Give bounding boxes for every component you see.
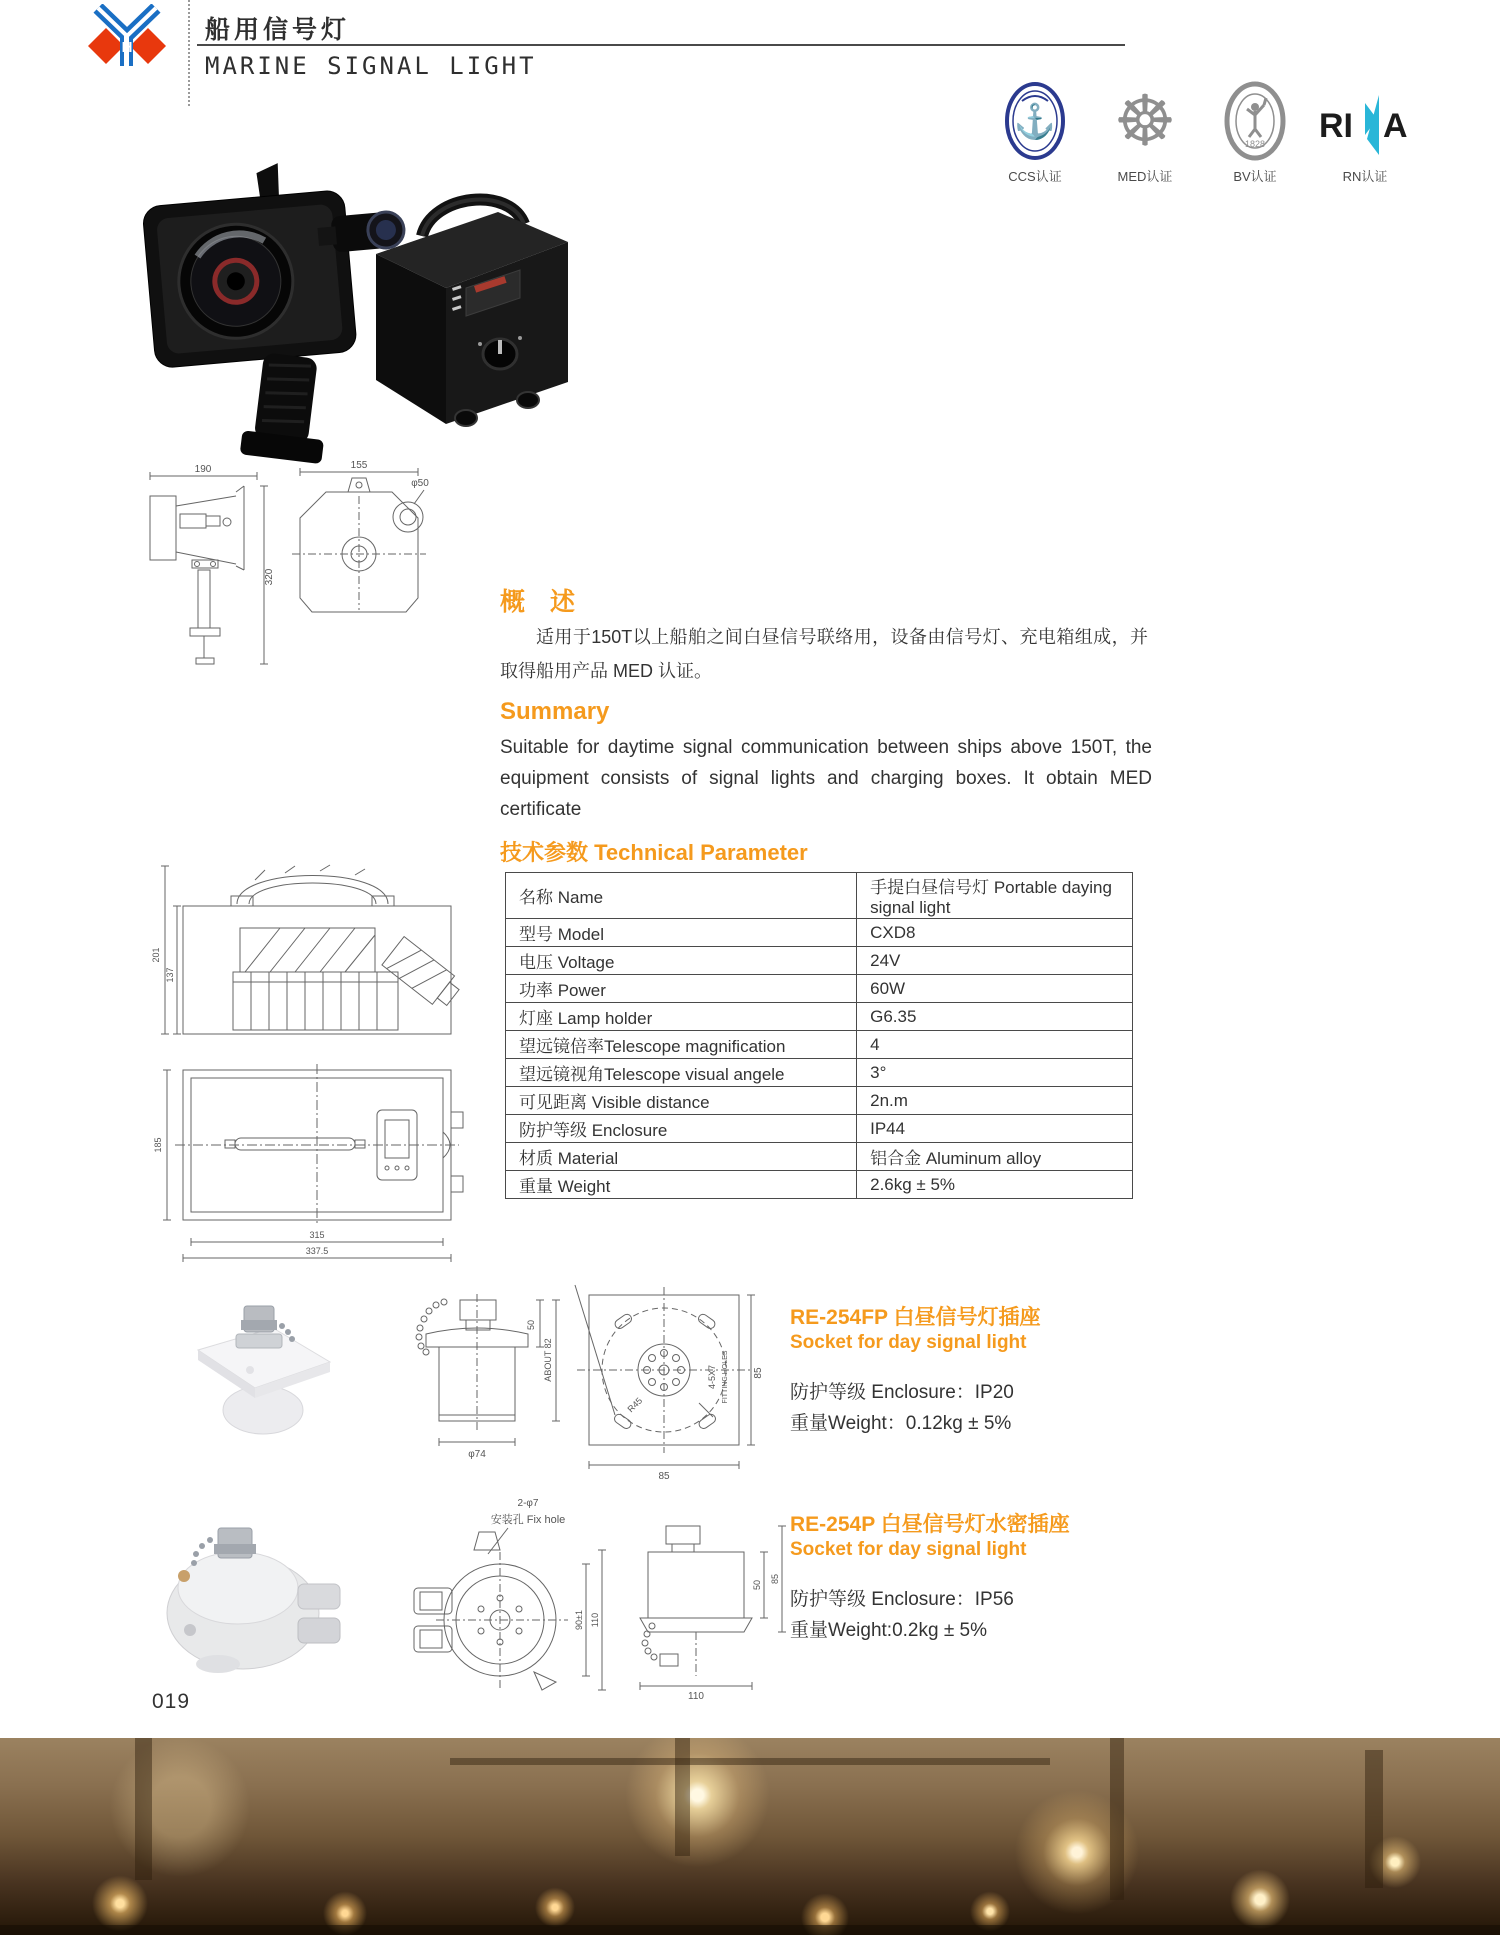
svg-text:320: 320	[264, 568, 275, 586]
param-label: 名称 Name	[506, 873, 857, 919]
svg-text:FITTING HOLES: FITTING HOLES	[722, 1350, 729, 1404]
crane-silhouette	[675, 1738, 690, 1856]
cert-bv	[1205, 80, 1305, 185]
svg-text:90±1: 90±1	[574, 1610, 584, 1630]
product-p-block	[790, 1512, 1190, 1646]
socket-p-photo	[148, 1488, 348, 1688]
cert-label: RN认证	[1342, 169, 1388, 184]
svg-text:85: 85	[753, 1367, 764, 1379]
overview-body-en: Suitable for daytime signal communication between ships above 150T, the equipment consists of signal lights and charging boxes. It obtain MED certificate	[500, 737, 1152, 820]
bureau-veritas-badge-icon	[1224, 81, 1286, 161]
cert-label: BV认证	[1233, 169, 1277, 184]
company-logo	[84, 4, 170, 70]
lamp-front-drawing	[286, 460, 436, 658]
svg-text:50: 50	[752, 1579, 762, 1591]
socket-fp-side-drawing	[382, 1290, 572, 1472]
param-value: 2.6kg ± 5%	[857, 1171, 1133, 1199]
param-value: IP44	[857, 1115, 1133, 1143]
svg-text:201: 201	[151, 947, 161, 963]
bv-year: 1828	[1244, 139, 1266, 149]
svg-text:337.5: 337.5	[305, 1246, 329, 1256]
param-value: 手提白昼信号灯 Portable daying signal light	[857, 873, 1133, 919]
socket-p-front-drawing	[400, 1492, 615, 1707]
svg-text:155: 155	[350, 460, 368, 471]
cert-rina	[1315, 80, 1415, 185]
header-divider	[188, 0, 190, 106]
svg-text:137: 137	[165, 967, 175, 983]
param-value: 60W	[857, 975, 1133, 1003]
param-label: 重量 Weight	[506, 1171, 857, 1199]
rina-left: RI	[1319, 107, 1353, 145]
param-label: 望远镜视角Telescope visual angele	[506, 1059, 857, 1087]
param-value: 24V	[857, 947, 1133, 975]
param-label: 功率 Power	[506, 975, 857, 1003]
product-p-subtitle: Socket for day signal light	[790, 1539, 1027, 1560]
svg-text:4-5X7: 4-5X7	[707, 1364, 717, 1390]
table-row	[506, 1031, 1133, 1059]
param-label: 可见距离 Visible distance	[506, 1087, 857, 1115]
param-value: G6.35	[857, 1003, 1133, 1031]
param-label: 防护等级 Enclosure	[506, 1115, 857, 1143]
svg-text:315: 315	[309, 1230, 325, 1240]
param-value: 铝合金 Aluminum alloy	[857, 1143, 1133, 1171]
param-label: 材质 Material	[506, 1143, 857, 1171]
harbour-night-photo	[0, 1738, 1500, 1935]
product-fp-subtitle: Socket for day signal light	[790, 1332, 1027, 1353]
socket-fp-front-drawing	[575, 1285, 775, 1485]
page-title-en: MARINE SIGNAL LIGHT	[205, 52, 537, 80]
param-value: 2n.m	[857, 1087, 1133, 1115]
param-label: 灯座 Lamp holder	[506, 1003, 857, 1031]
table-row	[506, 947, 1133, 975]
svg-text:85: 85	[770, 1573, 780, 1585]
lamp-side-drawing	[140, 462, 280, 672]
rina-wordmark-icon	[1317, 81, 1413, 161]
overview-heading-en: Summary	[500, 698, 610, 725]
ccs-anchor-badge-icon	[1004, 81, 1066, 161]
svg-text:190: 190	[194, 464, 212, 475]
product-p-enclosure: 防护等级 Enclosure：IP56	[790, 1589, 1014, 1610]
svg-text:安装孔 Fix hole: 安装孔 Fix hole	[490, 1514, 566, 1526]
mast-silhouette	[1110, 1738, 1124, 1900]
param-value: CXD8	[857, 919, 1133, 947]
table-row	[506, 1087, 1133, 1115]
table-row	[506, 1059, 1133, 1087]
product-fp-weight: 重量Weight：0.12kg ± 5%	[790, 1413, 1012, 1434]
cert-ccs	[985, 80, 1085, 185]
svg-text:2-φ7: 2-φ7	[517, 1498, 539, 1509]
param-label: 电压 Voltage	[506, 947, 857, 975]
table-row	[506, 1143, 1133, 1171]
cert-label: MED认证	[1117, 169, 1173, 184]
table-row	[506, 1115, 1133, 1143]
svg-text:☸: ☸	[1113, 82, 1177, 160]
crane-silhouette	[135, 1738, 152, 1880]
table-row	[506, 919, 1133, 947]
page-title-zh: 船用信号灯	[205, 16, 351, 44]
table-row	[506, 1003, 1133, 1031]
table-row	[506, 975, 1133, 1003]
product-p-weight: 重量Weight:0.2kg ± 5%	[790, 1620, 987, 1641]
cert-label: CCS认证	[1008, 169, 1062, 184]
table-row	[506, 873, 1133, 919]
svg-text:⚓: ⚓	[1013, 103, 1057, 141]
product-fp-enclosure: 防护等级 Enclosure：IP20	[790, 1382, 1014, 1403]
param-value: 4	[857, 1031, 1133, 1059]
crane-silhouette	[1365, 1750, 1383, 1888]
certification-row	[985, 80, 1415, 185]
param-value: 3°	[857, 1059, 1133, 1087]
overview-body-zh: 适用于150T以上船舶之间白昼信号联络用，设备由信号灯、充电箱组成，并取得船用产品 MED 认证。	[500, 627, 1148, 681]
table-row	[506, 1171, 1133, 1199]
svg-text:110: 110	[590, 1612, 600, 1628]
svg-text:50: 50	[526, 1319, 536, 1331]
logo-letter: H	[121, 39, 133, 56]
parameters-table	[505, 872, 1133, 1199]
ship-wheel-icon	[1106, 81, 1184, 161]
param-label: 型号 Model	[506, 919, 857, 947]
cert-med	[1095, 80, 1195, 185]
hull-silhouette	[0, 1925, 1500, 1935]
socket-fp-photo	[178, 1292, 343, 1457]
svg-text:185: 185	[153, 1137, 163, 1153]
overview-heading-zh: 概 述	[500, 588, 576, 616]
product-fp-title: RE-254FP 白昼信号灯插座	[790, 1306, 1041, 1329]
socket-p-side-drawing	[622, 1508, 797, 1703]
header-rule	[197, 44, 1125, 46]
parameters-heading: 技术参数 Technical Parameter	[500, 840, 808, 865]
product-fp-block	[790, 1305, 1190, 1439]
charging-box-photo	[348, 182, 588, 450]
svg-text:R45: R45	[625, 1395, 645, 1415]
svg-text:85: 85	[658, 1471, 670, 1482]
crane-beam-silhouette	[450, 1758, 1050, 1765]
page-number: 019	[152, 1690, 191, 1713]
svg-text:110: 110	[688, 1691, 704, 1702]
svg-text:φ50: φ50	[411, 478, 429, 489]
param-label: 望远镜倍率Telescope magnification	[506, 1031, 857, 1059]
svg-text:φ74: φ74	[468, 1449, 486, 1460]
rina-right: A	[1383, 107, 1408, 145]
product-p-title: RE-254P 白昼信号灯水密插座	[790, 1513, 1070, 1536]
svg-text:ABOUT 82: ABOUT 82	[543, 1338, 553, 1382]
charging-box-drawing	[145, 860, 480, 1280]
